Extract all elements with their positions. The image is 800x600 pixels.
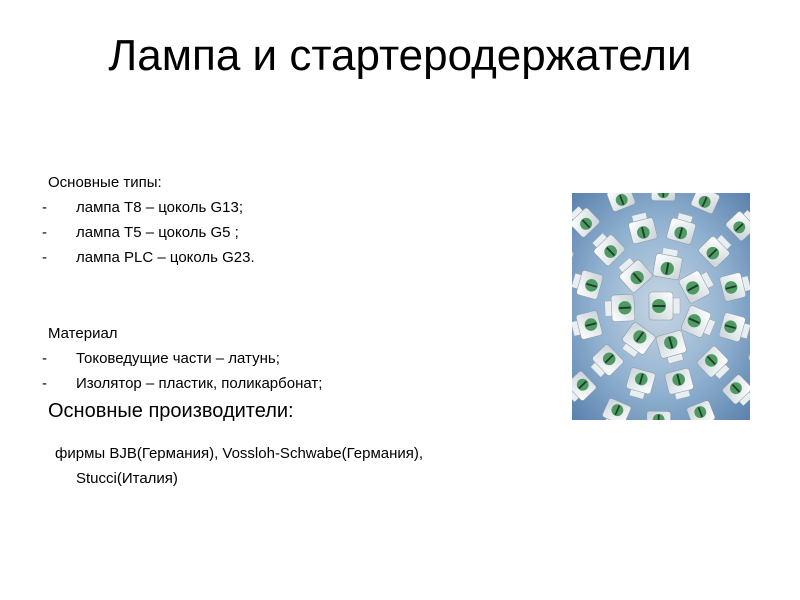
list-item-text: Изолятор – пластик, поликарбонат; [76, 375, 323, 392]
types-heading: Основные типы: [48, 174, 162, 191]
lampholder [651, 193, 675, 201]
manufacturers-heading: Основные производители: [48, 400, 294, 422]
list-item [42, 245, 548, 270]
lampholder [646, 411, 670, 420]
material-heading: Материал [48, 325, 118, 342]
manufacturers-line: фирмы BJB(Германия), Vossloh-Schwabe(Германия), [55, 445, 424, 462]
bullet-dash: - [42, 249, 47, 266]
list-item-text: Токоведущие части – латунь; [76, 350, 280, 367]
spacer [48, 270, 548, 321]
list-item-text: лампа T8 – цоколь G13; [76, 199, 243, 216]
lampholders-image [572, 193, 750, 420]
manufacturers-line: Stucci(Италия) [76, 470, 178, 487]
list-item-text: лампа PLC – цоколь G23. [76, 249, 255, 266]
manufacturers-text [55, 441, 423, 491]
bullet-dash: - [42, 224, 47, 241]
bullet-dash: - [42, 350, 47, 367]
bullet-dash: - [42, 375, 47, 392]
list-item [42, 346, 548, 371]
slide-title: Лампа и стартеродержатели [108, 31, 692, 80]
list-item [42, 220, 548, 245]
bullet-dash: - [42, 199, 47, 216]
lampholders-photo [572, 193, 750, 420]
list-item-text: лампа T5 – цоколь G5 ; [76, 224, 239, 241]
slide-body [42, 170, 548, 426]
list-item [42, 371, 548, 396]
list-item [42, 195, 548, 220]
